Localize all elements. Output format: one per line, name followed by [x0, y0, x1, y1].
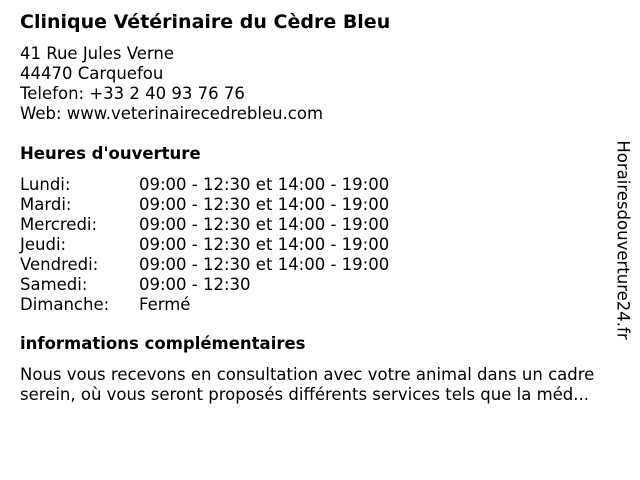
info-line: Nous vous recevons en consultation avec votre animal dans un cadre — [20, 365, 595, 384]
day-label: Samedi: — [20, 275, 88, 294]
time-range: 09:00 - 12:30 et 14:00 - 19:00 — [139, 255, 390, 274]
info-line: serein, où vous seront proposés différents services tels que la méd... — [20, 385, 590, 404]
hours-row-tuesday — [20, 195, 389, 215]
time-range: 09:00 - 12:30 — [139, 275, 251, 294]
day-label: Dimanche: — [20, 295, 110, 314]
hours-row-wednesday — [20, 215, 389, 235]
additional-info-heading: informations complémentaires — [20, 334, 306, 353]
time-range: 09:00 - 12:30 et 14:00 - 19:00 — [139, 175, 390, 194]
day-label: Jeudi: — [20, 235, 67, 254]
day-label: Vendredi: — [20, 255, 99, 274]
time-range: Fermé — [139, 295, 191, 314]
hours-row-sunday — [20, 295, 389, 315]
time-range: 09:00 - 12:30 et 14:00 - 19:00 — [139, 195, 390, 214]
opening-hours-heading: Heures d'ouverture — [20, 144, 201, 163]
hours-row-thursday — [20, 235, 389, 255]
site-watermark: Horairesdouverture24.fr — [613, 140, 633, 340]
phone-number: Telefon: +33 2 40 93 76 76 — [20, 84, 245, 103]
clinic-name: Clinique Vétérinaire du Cèdre Bleu — [20, 11, 391, 33]
hours-row-monday — [20, 175, 389, 195]
hours-row-saturday — [20, 275, 389, 295]
city-address: 44470 Carquefou — [20, 64, 164, 83]
day-label: Mardi: — [20, 195, 72, 214]
day-label: Lundi: — [20, 175, 71, 194]
opening-hours-table — [20, 175, 389, 315]
website: Web: www.veterinairecedrebleu.com — [20, 104, 324, 123]
street-address: 41 Rue Jules Verne — [20, 44, 174, 63]
address-block — [20, 44, 323, 124]
time-range: 09:00 - 12:30 et 14:00 - 19:00 — [139, 235, 390, 254]
day-label: Mercredi: — [20, 215, 98, 234]
hours-row-friday — [20, 255, 389, 275]
time-range: 09:00 - 12:30 et 14:00 - 19:00 — [139, 215, 390, 234]
additional-info-text — [20, 365, 632, 405]
